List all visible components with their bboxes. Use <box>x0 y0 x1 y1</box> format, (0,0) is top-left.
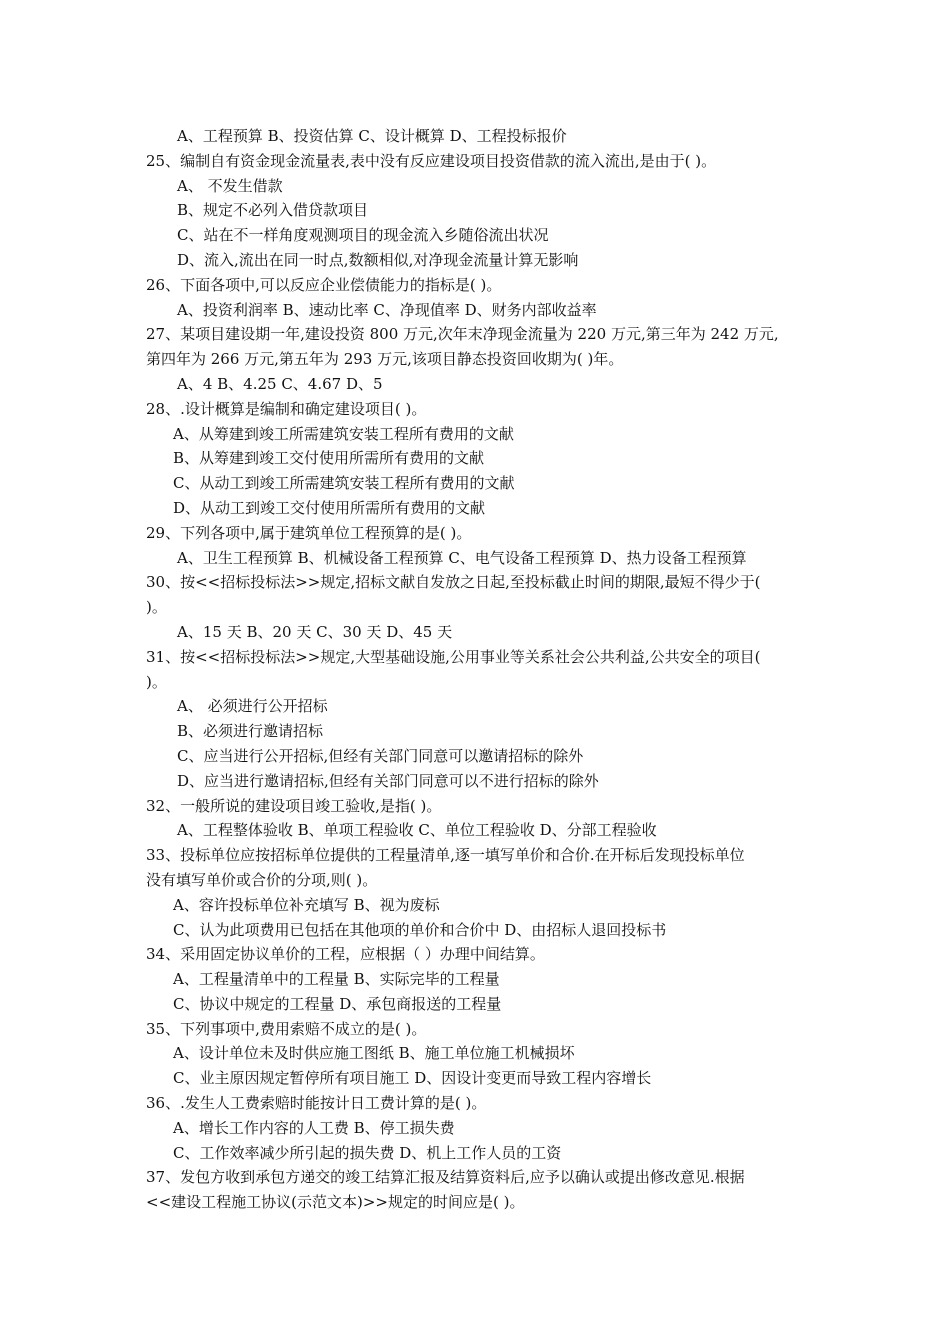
option-line: A、工程预算 B、投资估算 C、设计概算 D、工程投标报价 <box>177 127 567 145</box>
option-line: C、站在不一样角度观测项目的现金流入乡随俗流出状况 <box>177 226 549 245</box>
option-line: D、流入,流出在同一时点,数额相似,对净现金流量计算无影响 <box>177 250 579 269</box>
question-line: 28、.设计概算是编制和确定建设项目( )。 <box>146 399 427 418</box>
option-line: D、应当进行邀请招标,但经有关部门同意可以不进行招标的除外 <box>177 771 599 790</box>
question-line: 26、下面各项中,可以反应企业偿债能力的指标是( )。 <box>146 275 502 294</box>
option-line: A、投资利润率 B、速动比率 C、净现值率 D、财务内部收益率 <box>177 300 597 319</box>
option-line: C、应当进行公开招标,但经有关部门同意可以邀请招标的除外 <box>177 746 584 765</box>
question-line: 34、采用固定协议单价的工程，应根据（ ）办理中间结算。 <box>146 945 545 964</box>
question-line: 27、某项目建设期一年,建设投资 800 万元,次年末净现金流量为 220 万元,第三年为 242 万元, <box>146 325 779 344</box>
question-line: 32、一般所说的建设项目竣工验收,是指( )。 <box>146 796 442 815</box>
question-line: 没有填写单价或合价的分项,则( )。 <box>146 870 378 889</box>
option-line: A、从筹建到竣工所需建筑安装工程所有费用的文献 <box>173 424 514 443</box>
question-line: 第四年为 266 万元,第五年为 293 万元,该项目静态投资回收期为( )年。 <box>146 350 624 369</box>
option-line: D、从动工到竣工交付使用所需所有费用的文献 <box>173 498 486 517</box>
question-line: 35、下列事项中,费用索赔不成立的是( )。 <box>146 1019 427 1038</box>
option-line: A、15 天 B、20 天 C、30 天 D、45 天 <box>177 622 453 641</box>
option-line: C、协议中规定的工程量 D、承包商报送的工程量 <box>173 994 502 1013</box>
question-line: )。 <box>146 672 167 691</box>
question-line: 29、下列各项中,属于建筑单位工程预算的是( )。 <box>146 523 472 542</box>
option-line: C、工作效率减少所引起的损失费 D、机上工作人员的工资 <box>173 1143 562 1162</box>
question-line: 31、按<<招标投标法>>规定,大型基础设施,公用事业等关系社会公共利益,公共安全的项目( <box>146 647 761 666</box>
option-line: C、从动工到竣工所需建筑安装工程所有费用的文献 <box>173 474 515 493</box>
question-line: 37、发包方收到承包方递交的竣工结算汇报及结算资料后,应予以确认或提出修改意见.根据 <box>146 1168 745 1187</box>
question-line: )。 <box>146 598 167 617</box>
option-line: A、 必须进行公开招标 <box>177 697 328 716</box>
option-line: A、容许投标单位补充填写 B、视为废标 <box>173 895 440 914</box>
question-line: <<建设工程施工协议(示范文本)>>规定的时间应是( )。 <box>146 1193 525 1212</box>
option-line: A、工程量清单中的工程量 B、实际完毕的工程量 <box>173 970 500 989</box>
question-line: 25、编制自有资金现金流量表,表中没有反应建设项目投资借款的流入流出,是由于( )。 <box>146 151 717 170</box>
option-line: A、增长工作内容的人工费 B、停工损失费 <box>173 1118 455 1137</box>
option-line: A、工程整体验收 B、单项工程验收 C、单位工程验收 D、分部工程验收 <box>177 821 657 840</box>
question-line: 30、按<<招标投标法>>规定,招标文献自发放之日起,至投标截止时间的期限,最短不得少于( <box>146 573 761 592</box>
option-line: B、从筹建到竣工交付使用所需所有费用的文献 <box>173 449 485 468</box>
option-line: A、设计单位未及时供应施工图纸 B、施工单位施工机械损坏 <box>173 1044 575 1063</box>
option-line: C、业主原因规定暂停所有项目施工 D、因设计变更而导致工程内容增长 <box>173 1069 652 1088</box>
exam-questions <box>146 124 810 1215</box>
option-line: A、卫生工程预算 B、机械设备工程预算 C、电气设备工程预算 D、热力设备工程预算 <box>177 548 747 567</box>
question-line: 36、.发生人工费索赔时能按计日工费计算的是( )。 <box>146 1094 487 1113</box>
option-line: B、必须进行邀请招标 <box>177 722 324 741</box>
question-line: 33、投标单位应按招标单位提供的工程量清单,逐一填写单价和合价.在开标后发现投标单位 <box>146 846 745 865</box>
option-line: A、4 B、4.25 C、4.67 D、5 <box>177 374 383 393</box>
option-line: C、认为此项费用已包括在其他项的单价和合价中 D、由招标人退回投标书 <box>173 920 667 939</box>
option-line: A、 不发生借款 <box>177 176 283 195</box>
option-line: B、规定不必列入借贷款项目 <box>177 201 369 220</box>
